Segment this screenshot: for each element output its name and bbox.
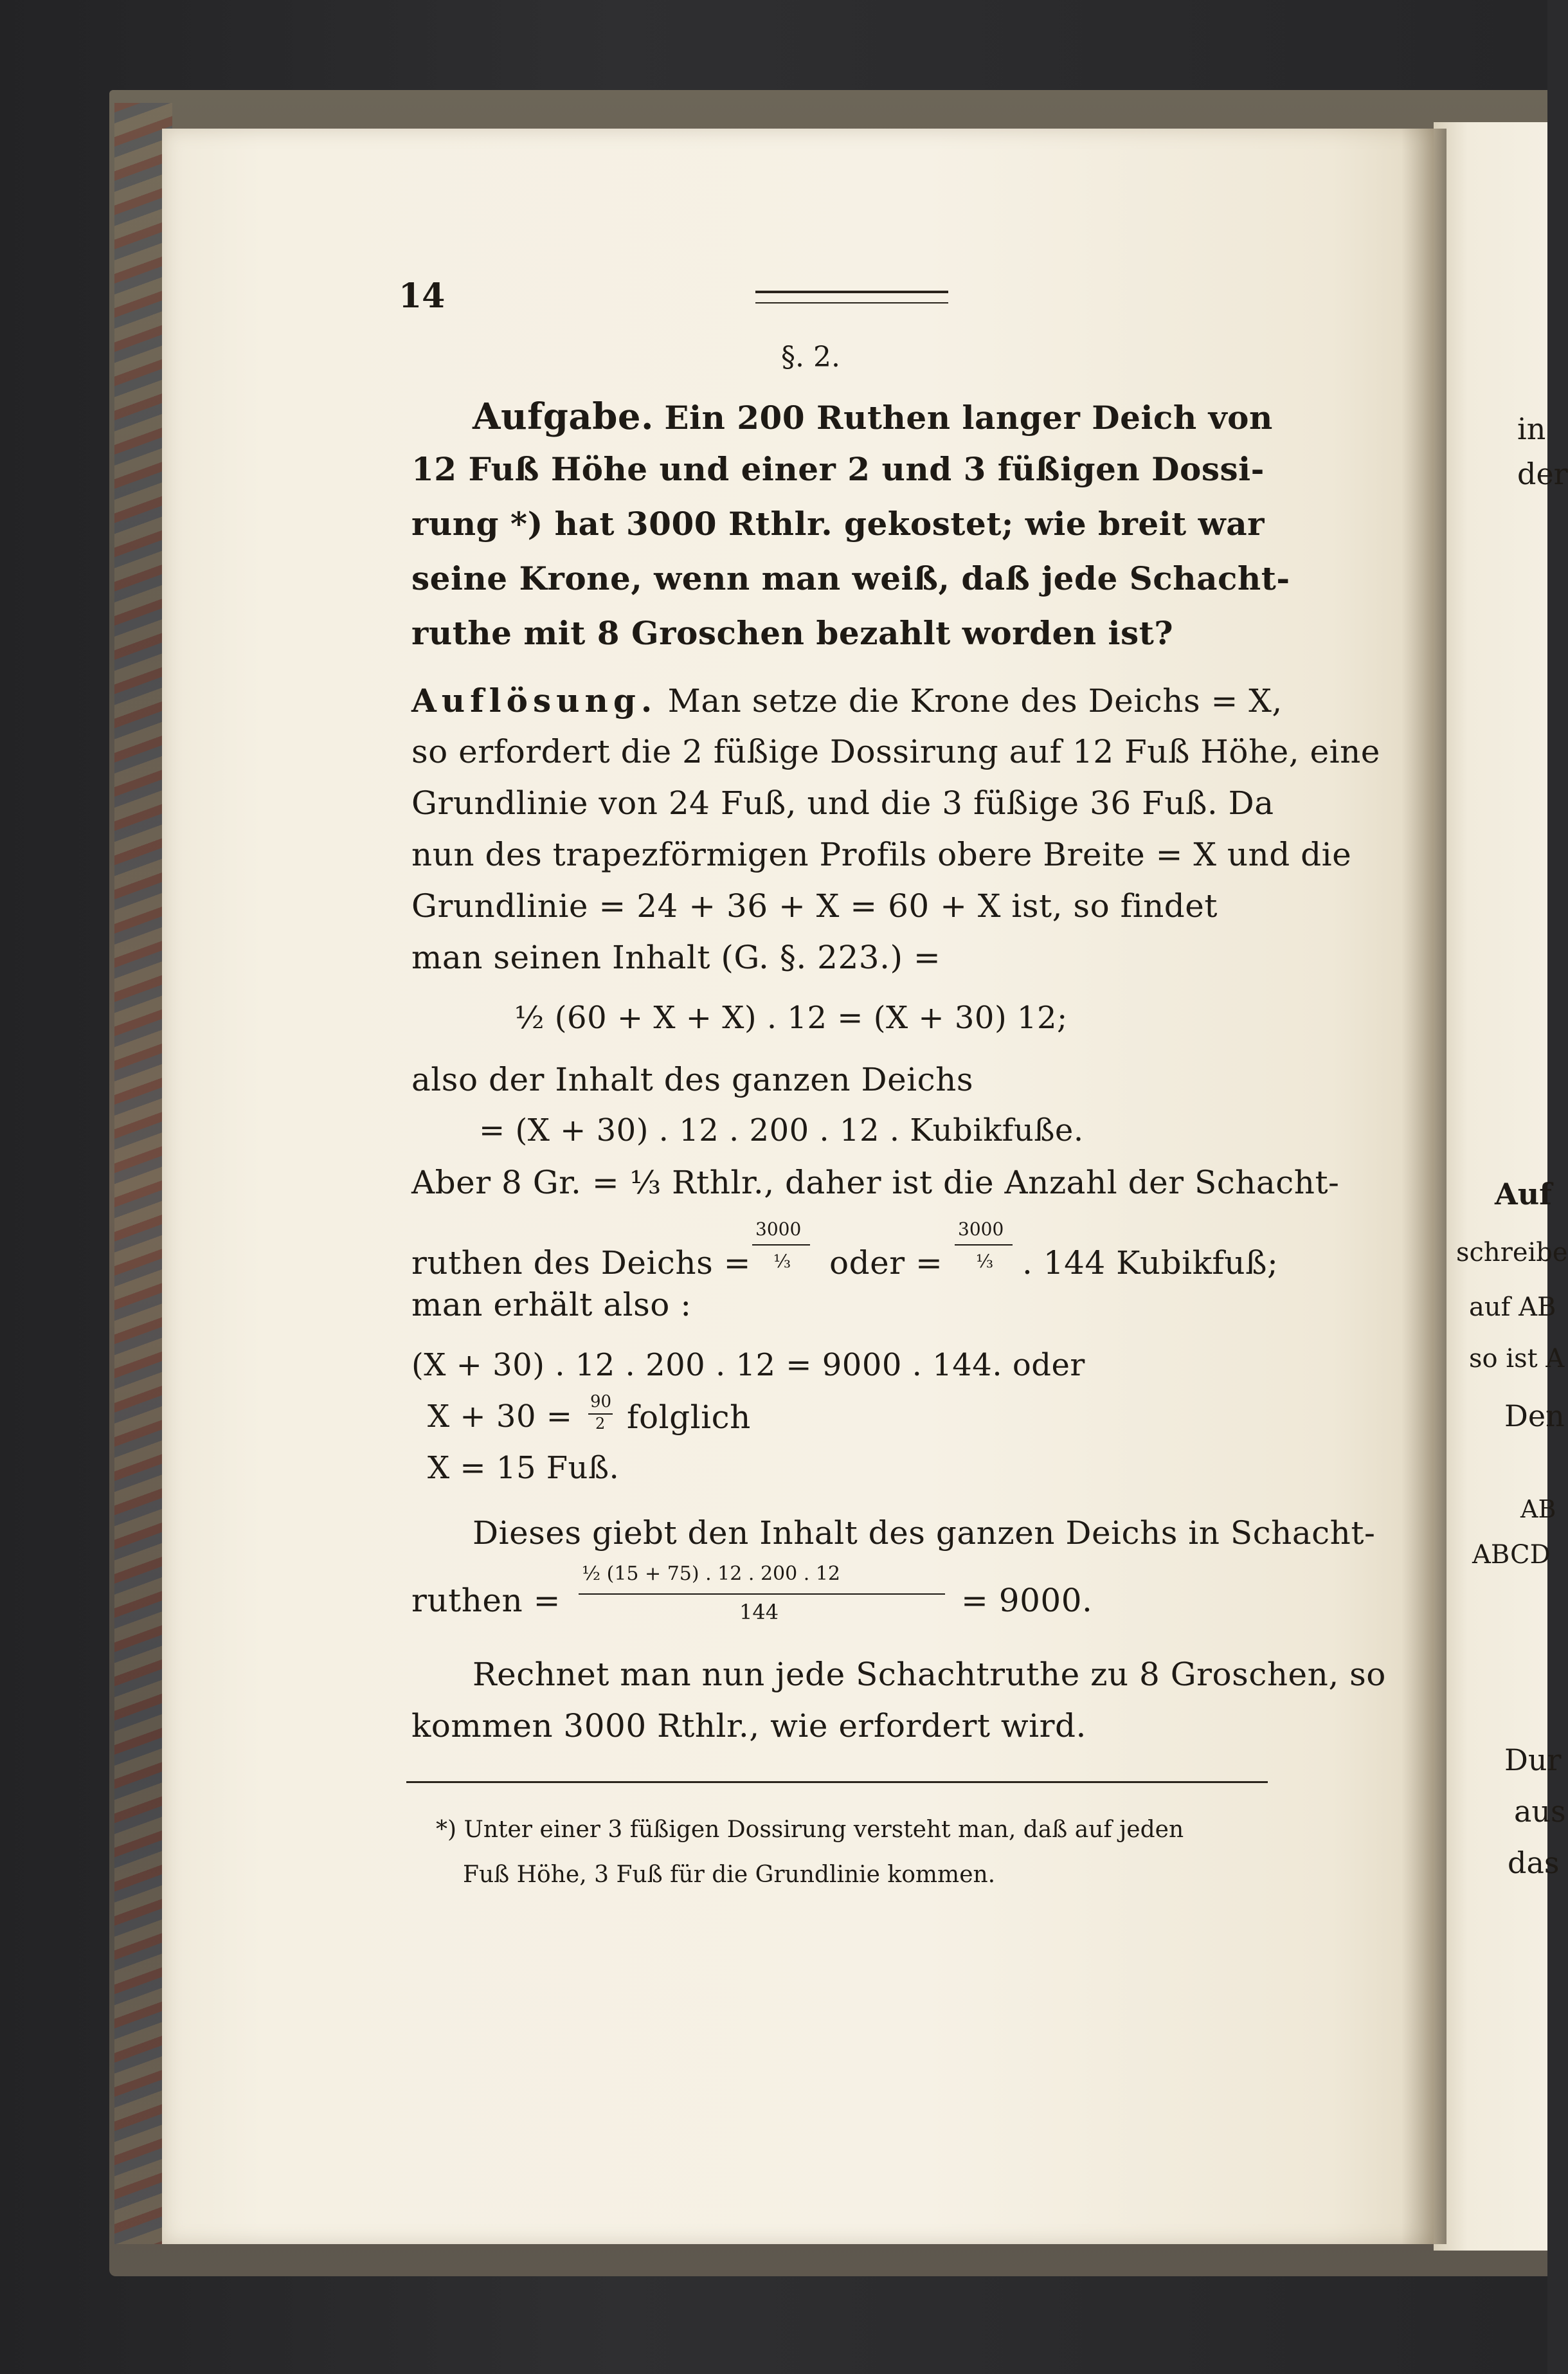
right-fragment-11: aus [1514,1794,1566,1829]
aufloesung-line-1 [411,682,1283,720]
line-ruthen-end: . 144 Kubikfuß; [1022,1244,1279,1282]
header-rule [755,291,948,304]
big-fraction-result: = 9000. [961,1582,1093,1619]
footnote-rule [406,1781,1268,1783]
line-dieses: Dieses giebt den Inhalt des ganzen Deichs in Schacht- [473,1514,1376,1552]
right-fragment-4: schreibe [1456,1238,1568,1267]
line-rechnet: Rechnet man nun jede Schachtruthe zu 8 Groschen, so [473,1656,1386,1693]
right-fragment-2: der [1517,457,1568,491]
equation-2-frac-numerator: 90 [590,1392,612,1411]
footnote-line-1: *) Unter einer 3 füßigen Dossirung versteht man, daß auf jeden [436,1817,1184,1843]
aufloesung-line-3: Grundlinie von 24 Fuß, und die 3 füßige 36 Fuß. Da [411,784,1274,822]
equation-3: X = 15 Fuß. [428,1450,620,1486]
right-fragment-3: Auf [1495,1177,1552,1211]
formula-1-text: (60 + X + X) . 12 = (X + 30) 12; [554,1000,1068,1036]
big-fraction-denominator: 144 [739,1600,779,1624]
aufgabe-line-3: rung *) hat 3000 Rthlr. gekostet; wie breit war [411,505,1265,543]
formula-2: = (X + 30) . 12 . 200 . 12 . Kubikfuße. [479,1112,1084,1148]
aufloesung-label: Auflösung. [411,682,658,720]
line-aber: Aber 8 Gr. = ⅓ Rthlr., daher ist die Anzahl der Schacht- [411,1164,1340,1201]
aufgabe-line-2: 12 Fuß Höhe und einer 2 und 3 füßigen Dossi- [411,450,1265,488]
aufgabe-line-1 [473,395,1273,438]
aufloesung-text: Man setze die Krone des Deichs = X, [667,682,1283,720]
right-fragment-7: Den [1504,1399,1565,1433]
aufgabe-line-4: seine Krone, wenn man weiß, daß jede Schacht- [411,559,1290,597]
line-also: also der Inhalt des ganzen Deichs [411,1061,974,1098]
equation-2-frac-denominator: 2 [595,1415,606,1433]
line-ruthen-start: ruthen des Deichs = [411,1244,752,1282]
fraction-1-line [752,1244,810,1246]
big-fraction-numerator: ½ (15 + 75) . 12 . 200 . 12 [582,1563,841,1585]
aufgabe-label: Aufgabe. [473,395,654,438]
right-fragment-9: ABCD [1472,1540,1551,1570]
right-fragment-1: in [1517,412,1546,446]
big-fraction-line [579,1593,945,1595]
footnote-line-2: Fuß Höhe, 3 Fuß für die Grundlinie kommen. [463,1862,996,1888]
formula-1 [514,1000,1068,1036]
aufgabe-line-5: ruthe mit 8 Groschen bezahlt worden ist? [411,614,1174,652]
page-gutter-shadow [1401,129,1446,2244]
aufgabe-text: Ein 200 Ruthen langer Deich von [664,399,1273,437]
aufloesung-line-6: man seinen Inhalt (G. §. 223.) = [411,939,941,976]
equation-2 [428,1399,572,1435]
fraction-1-numerator: 3000 [755,1219,802,1240]
equation-1: (X + 30) . 12 . 200 . 12 = 9000 . 144. oder [411,1347,1085,1383]
equation-2-folglich: folglich [627,1399,751,1436]
right-fragment-10: Dur [1504,1743,1562,1777]
aufloesung-line-4: nun des trapezförmigen Profils obere Breite = X und die [411,836,1352,873]
fraction-2-line [955,1244,1013,1246]
fraction-1-denominator: ⅓ [773,1251,791,1272]
half-fraction: ½ [514,1000,545,1036]
line-ruthen-mid: oder = [829,1244,943,1282]
aufloesung-line-2: so erfordert die 2 füßige Dossirung auf 12 Fuß Höhe, eine [411,733,1380,770]
page-number: 14 [399,276,446,316]
line-ruthen-2: ruthen = [411,1582,561,1619]
right-fragment-8: AB [1520,1495,1556,1523]
equation-2-left: X + 30 = [428,1399,573,1435]
aufloesung-line-5: Grundlinie = 24 + 36 + X = 60 + X ist, so findet [411,887,1218,925]
line-man: man erhält also : [411,1286,692,1323]
section-number: §. 2. [781,341,840,374]
right-fragment-6: so ist A [1469,1344,1565,1373]
line-kommen: kommen 3000 Rthlr., wie erfordert wird. [411,1707,1086,1744]
fraction-2-denominator: ⅓ [976,1251,994,1272]
right-fragment-5: auf AB [1469,1292,1556,1322]
right-fragment-12: das [1508,1845,1560,1880]
fraction-2-numerator: 3000 [958,1219,1004,1240]
